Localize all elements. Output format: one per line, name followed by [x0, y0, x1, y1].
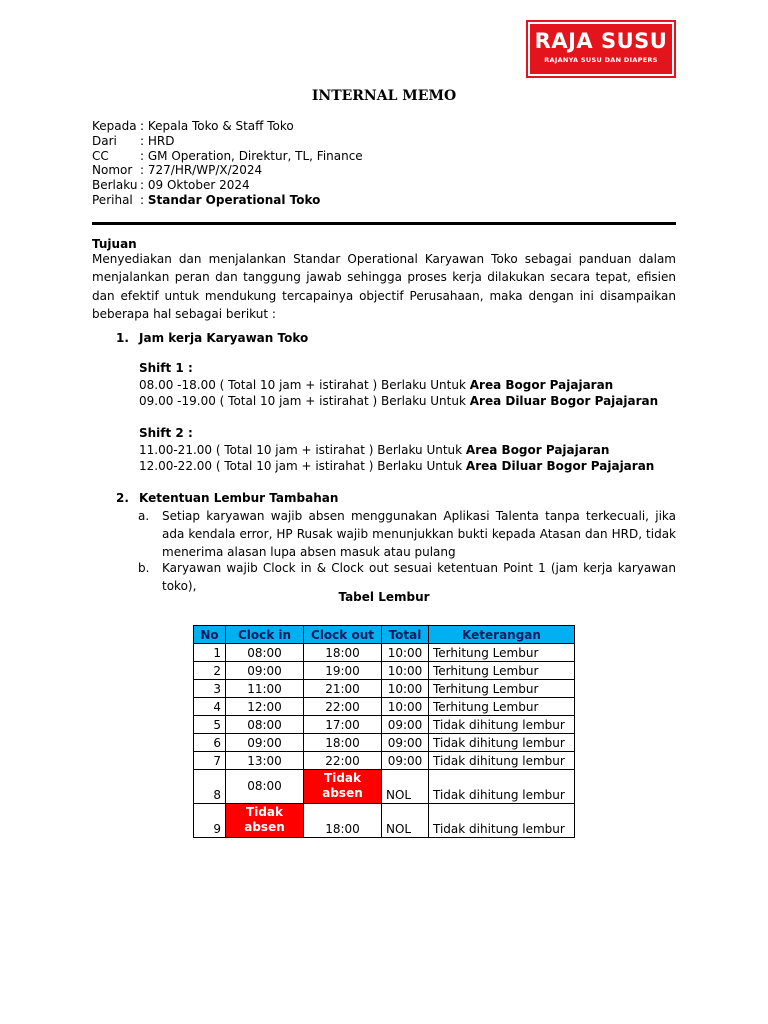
cell-clock-out: 21:00	[304, 680, 382, 698]
header-no: No	[194, 626, 226, 644]
cell-clock-in: 12:00	[226, 698, 304, 716]
meta-row-dari	[92, 134, 363, 149]
header-clock-in: Clock in	[226, 626, 304, 644]
meta-value: Standar Operational Toko	[147, 192, 321, 207]
cell-no: 5	[194, 716, 226, 734]
shift-area: Area Diluar Bogor Pajajaran	[465, 459, 655, 473]
meta-row-cc	[92, 149, 363, 164]
raja-susu-logo	[528, 22, 674, 76]
shift1-block	[139, 360, 658, 410]
cell-clock-out: 18:00	[304, 804, 382, 838]
meta-sep: :	[140, 133, 145, 148]
lembur-table	[193, 625, 575, 838]
shift-area: Area Bogor Pajajaran	[465, 442, 610, 457]
meta-sep: :	[140, 192, 145, 207]
meta-label: Kepada	[92, 119, 137, 133]
cell-clock-out: 18:00	[304, 644, 382, 662]
cell-clock-out: 18:00	[304, 734, 382, 752]
meta-value: 09 Oktober 2024	[147, 178, 250, 193]
shift-area: Area Bogor Pajajaran	[469, 377, 614, 392]
shift1-label: Shift 1 :	[139, 361, 193, 375]
shift2-line	[139, 458, 654, 475]
header-divider	[92, 222, 676, 225]
meta-row-perihal	[92, 193, 363, 208]
list-item	[138, 507, 676, 561]
meta-sep: :	[140, 119, 145, 133]
cell-total: 10:00	[382, 680, 429, 698]
cell-no: 8	[194, 770, 226, 804]
list-marker: b.	[138, 561, 150, 575]
cell-keterangan: Terhitung Lembur	[429, 644, 575, 662]
list-text: Setiap karyawan wajib absen menggunakan Aplikasi Talenta tanpa terkecuali, jika ada kendala error, HP Rusak wajib menunjukkan bukti kepada Atasan dan HRD, tidak menerima alasan lupa absen masuk atau pulang	[162, 509, 676, 559]
meta-label: Perihal	[92, 192, 133, 207]
cell-keterangan: Tidak dihitung lembur	[429, 716, 575, 734]
shift2-block	[139, 425, 654, 475]
tujuan-paragraph: Menyediakan dan menjalankan Standar Operational Karyawan Toko sebagai panduan dalam menjalankan peran dan tanggung jawab sehingga proses kerja dilakukan secara tepat, efisien dan efektif untuk mendukung tercapainya objectif Perusahaan, maka dengan ini disampaikan beberapa hal sebagai berikut :	[92, 252, 676, 322]
shift-time: 12.00-22.00 ( Total 10 jam + istirahat ) Berlaku Untuk	[139, 459, 466, 473]
meta-label: Berlaku	[92, 178, 138, 193]
cell-clock-in: 08:00	[226, 770, 304, 804]
meta-row-nomor	[92, 163, 363, 178]
cell-clock-out-missing: Tidak absen	[304, 770, 382, 804]
cell-no: 3	[194, 680, 226, 698]
table-row	[194, 804, 575, 838]
cell-clock-out: 17:00	[304, 716, 382, 734]
list-marker: a.	[138, 509, 150, 523]
cell-total: 10:00	[382, 644, 429, 662]
cell-keterangan: Tidak dihitung lembur	[429, 804, 575, 838]
section2-number: 2.	[116, 491, 129, 505]
meta-sep: :	[140, 148, 145, 163]
cell-keterangan: Tidak dihitung lembur	[429, 734, 575, 752]
cell-total: NOL	[382, 804, 429, 838]
cell-keterangan: Terhitung Lembur	[429, 698, 575, 716]
cell-keterangan: Tidak dihitung lembur	[429, 770, 575, 804]
cell-no: 7	[194, 752, 226, 770]
table-caption: Tabel Lembur	[338, 590, 430, 604]
meta-label: Dari	[92, 133, 117, 148]
header-clock-out: Clock out	[304, 626, 382, 644]
memo-header-fields	[92, 119, 363, 208]
meta-sep: :	[140, 178, 145, 193]
meta-value: 727/HR/WP/X/2024	[147, 163, 263, 178]
cell-no: 1	[194, 644, 226, 662]
header-keterangan: Keterangan	[429, 626, 575, 644]
table-header-row	[194, 626, 575, 644]
shift-time: 08.00 -18.00 ( Total 10 jam + istirahat ) Berlaku Untuk	[139, 377, 470, 392]
shift-time: 09.00 -19.00 ( Total 10 jam + istirahat ) Berlaku Untuk	[139, 394, 470, 408]
meta-row-berlaku	[92, 178, 363, 193]
cell-keterangan: Tidak dihitung lembur	[429, 752, 575, 770]
table-row	[194, 698, 575, 716]
meta-value: GM Operation, Direktur, TL, Finance	[147, 148, 363, 163]
header-total: Total	[382, 626, 429, 644]
tujuan-heading: Tujuan	[92, 237, 137, 251]
meta-row-kepada	[92, 119, 363, 134]
cell-keterangan: Terhitung Lembur	[429, 662, 575, 680]
section1-heading: Jam kerja Karyawan Toko	[139, 331, 309, 345]
cell-keterangan: Terhitung Lembur	[429, 680, 575, 698]
table-row	[194, 644, 575, 662]
table-row	[194, 680, 575, 698]
shift2-label: Shift 2 :	[139, 426, 193, 440]
cell-total: 10:00	[382, 662, 429, 680]
cell-total: 09:00	[382, 716, 429, 734]
meta-label: CC	[92, 148, 109, 163]
cell-clock-in: 08:00	[226, 716, 304, 734]
cell-clock-in: 11:00	[226, 680, 304, 698]
logo-tagline: RAJANYA SUSU DAN DIAPERS	[544, 56, 658, 64]
meta-value: Kepala Toko & Staff Toko	[147, 119, 294, 133]
shift1-line	[139, 377, 658, 394]
meta-label: Nomor	[92, 163, 133, 178]
cell-clock-out: 22:00	[304, 752, 382, 770]
cell-total: 10:00	[382, 698, 429, 716]
shift1-line	[139, 393, 658, 410]
table-row	[194, 662, 575, 680]
table-row	[194, 752, 575, 770]
cell-clock-in: 08:00	[226, 644, 304, 662]
cell-no: 6	[194, 734, 226, 752]
table-row	[194, 716, 575, 734]
table-row	[194, 770, 575, 804]
section1-number: 1.	[116, 331, 129, 345]
logo-wordmark: RAJA SUSU	[534, 29, 668, 53]
section2-heading: Ketentuan Lembur Tambahan	[139, 491, 339, 505]
shift-area: Area Diluar Bogor Pajajaran	[469, 394, 659, 408]
shift2-line	[139, 442, 654, 459]
cell-total: NOL	[382, 770, 429, 804]
meta-value: HRD	[147, 133, 175, 148]
cell-no: 9	[194, 804, 226, 838]
cell-clock-in: 09:00	[226, 734, 304, 752]
table-row	[194, 734, 575, 752]
cell-no: 2	[194, 662, 226, 680]
meta-sep: :	[140, 163, 145, 178]
cell-clock-in: 09:00	[226, 662, 304, 680]
cell-no: 4	[194, 698, 226, 716]
cell-clock-in: 13:00	[226, 752, 304, 770]
shift-time: 11.00-21.00 ( Total 10 jam + istirahat ) Berlaku Untuk	[139, 442, 466, 457]
memo-title: INTERNAL MEMO	[311, 88, 457, 104]
cell-total: 09:00	[382, 752, 429, 770]
list-text: Karyawan wajib Clock in & Clock out sesuai ketentuan Point 1 (jam kerja karyawan toko),	[162, 561, 676, 593]
cell-total: 09:00	[382, 734, 429, 752]
cell-clock-in-missing: Tidak absen	[226, 804, 304, 838]
cell-clock-out: 19:00	[304, 662, 382, 680]
cell-clock-out: 22:00	[304, 698, 382, 716]
